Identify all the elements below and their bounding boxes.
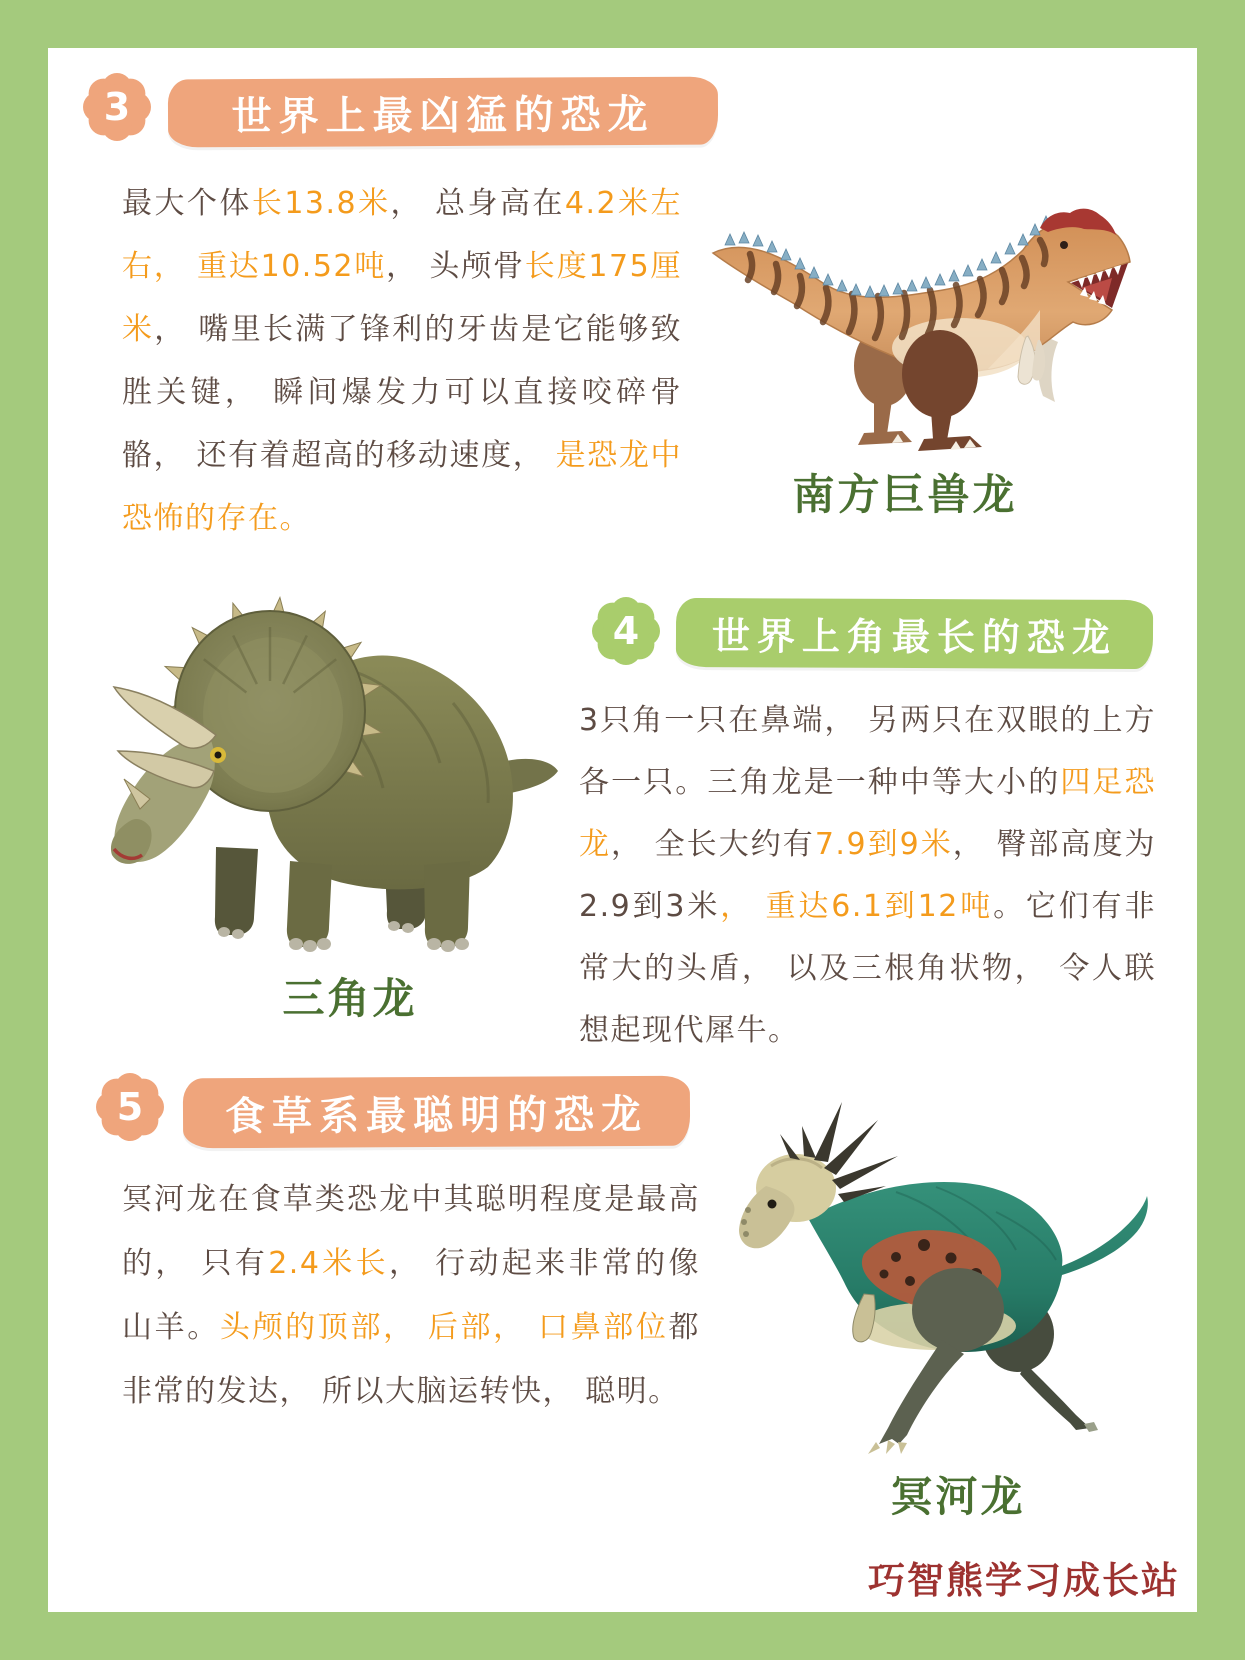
brand-footer: 巧智熊学习成长站 xyxy=(868,1559,1180,1602)
stygimoloch-figure xyxy=(696,1082,1151,1471)
stygimoloch-label: 冥河龙 xyxy=(890,1472,1026,1521)
section-5-badge xyxy=(96,1073,164,1141)
badge-number: 4 xyxy=(612,609,640,653)
section-4-badge xyxy=(592,597,660,665)
giganotosaurus-figure xyxy=(688,198,1153,457)
triceratops-figure xyxy=(58,593,565,967)
giganotosaurus-image xyxy=(688,198,1153,453)
flower-badge-icon xyxy=(83,73,151,141)
badge-number: 5 xyxy=(116,1085,144,1129)
section-3-text: 最大个体长13.8米， 总身高在4.2米左右， 重达10.52吨， 头颅骨长度175厘米， 嘴里长满了锋利的牙齿是它能够致胜关键， 瞬间爆发力可以直接咬碎骨骼， 还有着超高的移动速度， 是恐龙中恐怖的存在。 xyxy=(122,186,682,536)
stygimoloch-image xyxy=(696,1082,1151,1467)
section-3-badge xyxy=(83,73,151,141)
section-4-title: 世界上角最长的恐龙 xyxy=(676,598,1153,669)
section-5-text: 冥河龙在食草类恐龙中其聪明程度是最高的， 只有2.4米长， 行动起来非常的像山羊。头颅的顶部， 后部， 口鼻部位都非常的发达， 所以大脑运转快， 聪明。 xyxy=(122,1182,700,1409)
flower-badge-icon xyxy=(96,1073,164,1141)
section-5-title: 食草系最聪明的恐龙 xyxy=(183,1076,690,1149)
section-4-text: 3只角一只在鼻端， 另两只在双眼的上方各一只。三角龙是一种中等大小的四足恐龙， 全长大约有7.9到9米， 臀部高度为2.9到3米， 重达6.1到12吨。它们有非常大的头盾， 以及三根角状物， 令人联想起现代犀牛。 xyxy=(579,703,1157,1048)
badge-number: 3 xyxy=(103,85,131,129)
triceratops-label: 三角龙 xyxy=(282,974,418,1023)
section-3-title: 世界上最凶猛的恐龙 xyxy=(168,77,718,148)
triceratops-image xyxy=(58,593,565,963)
flower-badge-icon xyxy=(592,597,660,665)
giganotosaurus-label: 南方巨兽龙 xyxy=(792,470,1018,519)
